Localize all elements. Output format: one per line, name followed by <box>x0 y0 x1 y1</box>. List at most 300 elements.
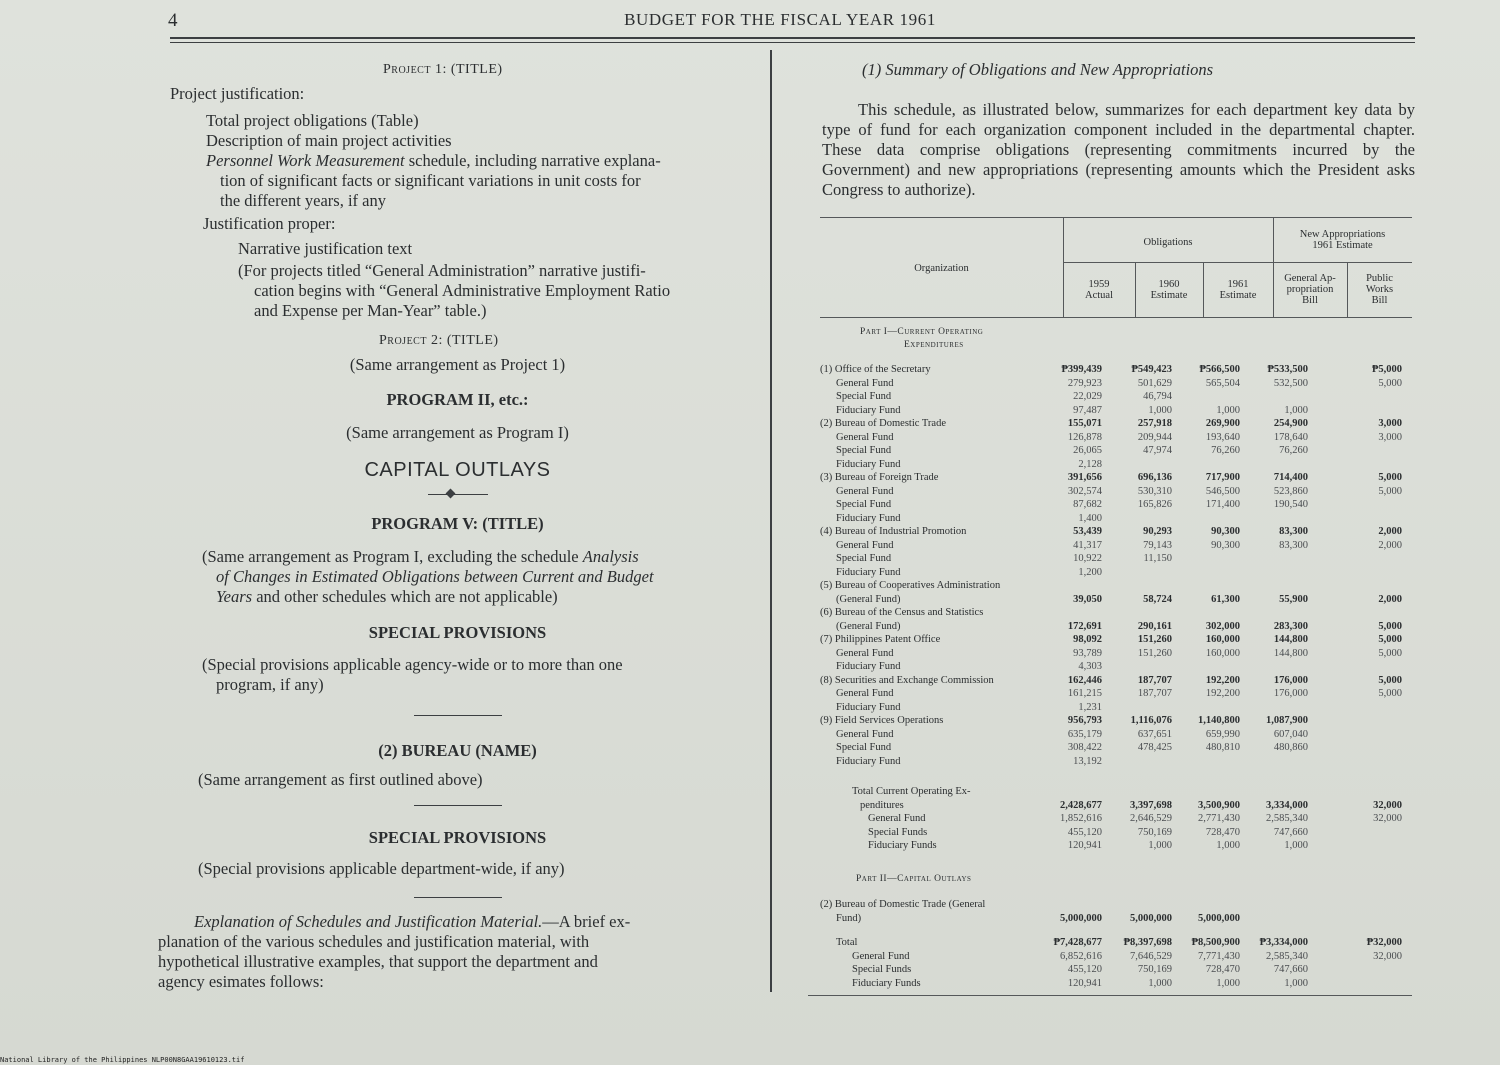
row-value: 2,585,340 <box>1266 813 1308 824</box>
row-value: 93,789 <box>1073 647 1102 659</box>
row-value: 478,425 <box>1137 742 1172 753</box>
header-new-appropriations: New Appropriations <box>1299 229 1386 240</box>
row-value: 391,656 <box>1067 472 1102 483</box>
row-value: 2,771,430 <box>1198 813 1240 824</box>
row-value: 46,794 <box>1143 391 1172 402</box>
project1-title: Project 1: (TITLE) <box>383 62 503 77</box>
capital-outlays-heading: CAPITAL OUTLAYS <box>364 459 551 481</box>
header-1961: 1961 <box>1227 279 1249 290</box>
table-row <box>820 432 1412 445</box>
row-value: ₱32,000 <box>1366 937 1402 948</box>
row-label: Fiduciary Fund <box>836 512 901 524</box>
table-row <box>820 715 1412 728</box>
row-value: 254,900 <box>1273 418 1308 429</box>
table-row <box>820 405 1412 418</box>
row-value: 1,000 <box>1284 977 1308 989</box>
row-value: 26,065 <box>1073 445 1102 456</box>
same-as-project1: (Same arrangement as Project 1) <box>349 355 566 374</box>
row-value: 187,707 <box>1137 688 1172 699</box>
row-label: Fiduciary Funds <box>868 840 937 851</box>
table-row <box>820 472 1412 485</box>
row-value: 2,428,677 <box>1060 799 1102 811</box>
table-row <box>820 688 1412 701</box>
sp1-line1: (Special provisions applicable agency-wide or to more than one <box>202 655 623 674</box>
row-value: 32,000 <box>1373 950 1402 962</box>
divider <box>414 805 502 806</box>
diamond-icon <box>446 489 456 499</box>
row-value: 1,231 <box>1078 701 1102 713</box>
row-value: 530,310 <box>1137 485 1172 497</box>
row-label: General Fund <box>836 688 894 699</box>
table-top-rule <box>820 217 1412 218</box>
table-row <box>820 513 1412 526</box>
row-label: General Fund <box>836 728 894 740</box>
table-row <box>820 621 1412 634</box>
row-value: 87,682 <box>1073 499 1102 510</box>
expl-line3: hypothetical illustrative examples, that support the department and <box>158 952 598 971</box>
pwm-line <box>170 151 745 171</box>
row-value: 3,000 <box>1378 418 1402 429</box>
table-row <box>820 378 1412 391</box>
row-value: 151,260 <box>1137 647 1172 659</box>
prog5-italic: Analysis <box>582 547 639 566</box>
row-label: General Fund <box>836 647 894 659</box>
row-value: 192,200 <box>1205 674 1240 686</box>
header-pub: Public <box>1366 273 1393 284</box>
row-label: (7) Philippines Patent Office <box>820 634 941 645</box>
prog5-italic2: Years <box>216 587 253 606</box>
row-value: 5,000 <box>1378 634 1402 645</box>
row-value: 747,660 <box>1273 964 1308 975</box>
table-row <box>820 526 1412 539</box>
table-row <box>820 391 1412 404</box>
prog5-line3 <box>170 587 745 607</box>
row-value: 1,852,616 <box>1060 813 1102 824</box>
divider <box>414 897 502 898</box>
row-label: (General Fund) <box>836 593 901 605</box>
row-label: Special Funds <box>868 826 928 838</box>
row-value: 126,878 <box>1067 431 1102 443</box>
row-value: ₱3,334,000 <box>1259 937 1308 948</box>
prog5-text: (Same arrangement as Program I, excluding the schedule <box>202 547 583 566</box>
table-row <box>820 756 1412 769</box>
row-value: 2,000 <box>1378 539 1402 551</box>
row-value: 1,087,900 <box>1266 715 1308 726</box>
row-value: 3,500,900 <box>1198 799 1240 811</box>
prog5-line2: of Changes in Estimated Obligations between Current and Budget <box>216 567 654 586</box>
table-row <box>820 594 1412 607</box>
paren-line2: cation begins with “General Administrative Employment Ratio <box>254 281 671 300</box>
row-label: Special Fund <box>836 445 892 456</box>
row-label: (8) Securities and Exchange Commission <box>820 674 994 686</box>
row-value: 565,504 <box>1205 377 1240 389</box>
page-number: 4 <box>168 10 178 31</box>
row-value: 187,707 <box>1137 674 1172 686</box>
table-row <box>820 580 1412 593</box>
table-row <box>820 459 1412 472</box>
row-value: 144,800 <box>1273 634 1308 645</box>
expl-line1 <box>170 912 745 932</box>
row-value: 97,487 <box>1073 404 1102 416</box>
row-value: 13,192 <box>1073 755 1102 767</box>
row-label: Special Fund <box>836 391 892 402</box>
table-row <box>820 742 1412 755</box>
row-value: 1,000 <box>1216 977 1240 989</box>
row-value: 480,810 <box>1205 742 1240 753</box>
header-rule-thick <box>170 37 1415 39</box>
list-item: Total project obligations (Table) <box>206 111 419 130</box>
row-label: Special Funds <box>852 964 912 975</box>
part1-heading-2: Expenditures <box>904 340 964 350</box>
row-value: 750,169 <box>1137 826 1172 838</box>
row-value: 523,860 <box>1273 485 1308 497</box>
table-row <box>820 661 1412 674</box>
row-value: 165,826 <box>1137 499 1172 510</box>
row-value: 32,000 <box>1373 813 1402 824</box>
table-row <box>820 800 1412 813</box>
expl-line2: planation of the various schedules and justification material, with <box>158 932 590 951</box>
row-value: 7,771,430 <box>1198 950 1240 962</box>
row-label: Fiduciary Fund <box>836 404 901 416</box>
row-value: ₱549,423 <box>1131 364 1172 375</box>
row-label: Total Current Operating Ex- <box>852 786 971 797</box>
row-value: 717,900 <box>1205 472 1240 483</box>
row-value: 171,400 <box>1205 499 1240 510</box>
row-label: (2) Bureau of Domestic Trade (General <box>820 899 986 910</box>
header-rule-thin <box>170 42 1415 43</box>
table-row <box>820 964 1412 977</box>
row-value: 5,000 <box>1378 620 1402 632</box>
row-label: Fiduciary Fund <box>836 661 901 672</box>
table-row <box>820 702 1412 715</box>
schedule-title: (1) Summary of Obligations and New Appropriations <box>862 60 1214 79</box>
header-1960: 1960 <box>1158 279 1180 290</box>
row-value: 2,128 <box>1078 458 1102 470</box>
row-value: 160,000 <box>1205 634 1240 645</box>
row-label: (4) Bureau of Industrial Promotion <box>820 526 967 537</box>
row-value: 5,000 <box>1378 647 1402 659</box>
row-value: 6,852,616 <box>1060 950 1102 962</box>
table-row <box>820 899 1412 912</box>
row-value: 1,000 <box>1284 404 1308 416</box>
row-value: 455,120 <box>1067 826 1102 838</box>
header-gen: Bill <box>1302 295 1318 306</box>
row-value: 2,000 <box>1378 593 1402 605</box>
row-value: 283,300 <box>1273 620 1308 632</box>
header-sub-rule <box>1063 262 1412 263</box>
row-value: 607,040 <box>1273 728 1308 740</box>
row-value: 501,629 <box>1137 377 1172 389</box>
row-value: 1,140,800 <box>1198 715 1240 726</box>
table-row <box>820 786 1412 799</box>
row-value: 120,941 <box>1067 840 1102 851</box>
row-value: ₱5,000 <box>1371 364 1402 375</box>
header-organization: Organization <box>914 263 969 274</box>
row-value: 162,446 <box>1067 674 1102 686</box>
row-value: 176,000 <box>1273 688 1308 699</box>
row-value: ₱8,397,698 <box>1123 937 1172 948</box>
narrative-text: Narrative justification text <box>238 239 413 258</box>
table-bottom-rule <box>808 995 1412 996</box>
row-value: 4,303 <box>1078 661 1102 672</box>
row-value: 76,260 <box>1211 445 1240 456</box>
row-value: 290,161 <box>1137 620 1172 632</box>
row-value: 90,300 <box>1211 526 1240 537</box>
row-value: 1,000 <box>1216 840 1240 851</box>
row-label: Fund) <box>836 913 862 924</box>
row-value: 178,640 <box>1273 431 1308 443</box>
row-value: 83,300 <box>1279 539 1308 551</box>
divider <box>414 715 502 716</box>
pwm-line3: the different years, if any <box>220 191 386 210</box>
row-label: General Fund <box>836 431 894 443</box>
header-estimate: Estimate <box>1150 290 1188 301</box>
table-row <box>820 729 1412 742</box>
table-row <box>820 607 1412 620</box>
row-value: 5,000 <box>1378 472 1402 483</box>
row-value: 3,397,698 <box>1130 799 1172 811</box>
table-row <box>820 648 1412 661</box>
table-row <box>820 553 1412 566</box>
footer-caption: National Library of the Philippines NLP00N8GAA19610123.tif <box>0 1056 245 1064</box>
header-pub: Works <box>1365 284 1394 295</box>
row-value: 53,439 <box>1073 526 1102 537</box>
row-label: Special Fund <box>836 499 892 510</box>
page-header <box>0 10 1500 32</box>
table-row <box>820 840 1412 853</box>
pwm-line2: tion of significant facts or significant variations in unit costs for <box>220 171 641 190</box>
row-label: (3) Bureau of Foreign Trade <box>820 472 939 483</box>
row-value: 10,922 <box>1073 553 1102 564</box>
row-label: General Fund <box>836 377 894 389</box>
row-value: 728,470 <box>1205 964 1240 975</box>
row-value: 2,646,529 <box>1130 813 1172 824</box>
special-provisions-heading: SPECIAL PROVISIONS <box>368 623 547 642</box>
table-row <box>820 418 1412 431</box>
row-value: 160,000 <box>1205 647 1240 659</box>
part1-heading: Part I—Current Operating <box>860 327 984 337</box>
row-value: 90,300 <box>1211 539 1240 551</box>
table-row <box>820 634 1412 647</box>
table-row <box>820 951 1412 964</box>
sp2-line: (Special provisions applicable department-wide, if any) <box>198 859 565 878</box>
row-value: 79,143 <box>1143 539 1172 551</box>
col-line <box>1063 217 1064 317</box>
row-value: 696,136 <box>1137 472 1172 483</box>
table-row <box>820 827 1412 840</box>
header-gen: propriation <box>1286 284 1334 295</box>
row-value: 61,300 <box>1211 593 1240 605</box>
row-value: 144,800 <box>1273 647 1308 659</box>
expl-line4: agency esimates follows: <box>158 972 324 991</box>
paren-line3: and Expense per Man-Year” table.) <box>254 301 487 320</box>
left-column <box>158 60 745 992</box>
row-value: 728,470 <box>1205 826 1240 838</box>
row-value: 2,585,340 <box>1266 950 1308 962</box>
row-value: 956,793 <box>1067 715 1102 726</box>
row-value: 5,000 <box>1378 377 1402 389</box>
row-label: General Fund <box>852 950 910 962</box>
row-value: 5,000,000 <box>1198 913 1240 924</box>
row-label: penditures <box>860 799 904 811</box>
header-pub: Bill <box>1371 295 1388 306</box>
row-label: (9) Field Services Operations <box>820 715 944 726</box>
row-label: Fiduciary Fund <box>836 755 901 767</box>
row-value: 76,260 <box>1279 445 1308 456</box>
row-value: 1,116,076 <box>1130 715 1172 726</box>
row-value: 172,691 <box>1067 620 1102 632</box>
row-value: 155,071 <box>1067 418 1102 429</box>
row-value: ₱533,500 <box>1267 364 1308 375</box>
row-label: Fiduciary Fund <box>836 458 901 470</box>
row-value: 209,944 <box>1137 431 1172 443</box>
row-value: 3,334,000 <box>1266 799 1308 811</box>
program5-heading: PROGRAM V: (TITLE) <box>371 514 544 533</box>
row-value: 5,000 <box>1378 674 1402 686</box>
same-as-first: (Same arrangement as first outlined above) <box>198 770 483 789</box>
row-value: 83,300 <box>1279 526 1308 537</box>
row-label: General Fund <box>868 813 926 824</box>
row-value: 1,400 <box>1078 512 1102 524</box>
row-value: ₱399,439 <box>1061 364 1102 375</box>
bureau-heading: (2) BUREAU (NAME) <box>378 741 537 760</box>
table-row <box>820 567 1412 580</box>
table-header-rule <box>820 317 1412 318</box>
same-as-program1: (Same arrangement as Program I) <box>346 423 569 442</box>
row-value: 90,293 <box>1143 526 1172 537</box>
row-value: 750,169 <box>1137 964 1172 975</box>
row-value: 308,422 <box>1067 742 1102 753</box>
row-value: 176,000 <box>1273 674 1308 686</box>
row-value: 637,651 <box>1137 728 1172 740</box>
row-label: (1) Office of the Secretary <box>820 364 931 375</box>
row-label: General Fund <box>836 539 894 551</box>
table-row <box>820 445 1412 458</box>
row-value: 714,400 <box>1273 472 1308 483</box>
row-label: (General Fund) <box>836 620 901 632</box>
table-row <box>820 364 1412 377</box>
row-value: 120,941 <box>1067 977 1102 989</box>
row-label: Fiduciary Fund <box>836 566 901 578</box>
row-value: 7,646,529 <box>1130 950 1172 962</box>
row-value: 1,000 <box>1148 840 1172 851</box>
expl-text: —A brief ex- <box>542 912 631 931</box>
row-value: 5,000 <box>1378 688 1402 699</box>
table-row <box>820 813 1412 826</box>
row-value: 39,050 <box>1073 593 1102 605</box>
row-value: 5,000 <box>1378 485 1402 497</box>
project2-title: Project 2: (TITLE) <box>379 333 499 348</box>
header-actual: Actual <box>1085 290 1113 301</box>
row-value: 2,000 <box>1378 526 1402 537</box>
row-value: 635,179 <box>1067 728 1102 740</box>
row-value: 22,029 <box>1073 391 1102 402</box>
row-label: (5) Bureau of Cooperatives Administration <box>820 580 1001 591</box>
pwm-italic: Personnel Work Measurement <box>206 151 405 170</box>
prog5-text2: and other schedules which are not applicable) <box>252 587 558 606</box>
row-value: 151,260 <box>1137 634 1172 645</box>
header-obligations: Obligations <box>1143 237 1193 248</box>
row-value: 1,000 <box>1216 404 1240 416</box>
row-value: 480,860 <box>1273 742 1308 753</box>
row-label: Total <box>836 937 858 948</box>
project-justification: Project justification: <box>170 84 305 103</box>
row-value: ₱566,500 <box>1199 364 1240 375</box>
row-value: 161,215 <box>1067 688 1102 699</box>
row-value: 32,000 <box>1373 799 1402 811</box>
header-gen: General Ap- <box>1284 273 1336 284</box>
paren-line1: (For projects titled “General Administration” narrative justifi- <box>238 261 646 280</box>
row-value: 455,120 <box>1067 964 1102 975</box>
row-label: Special Fund <box>836 553 892 564</box>
row-value: 193,640 <box>1205 431 1240 443</box>
row-value: 5,000,000 <box>1130 913 1172 924</box>
row-value: 1,000 <box>1148 404 1172 416</box>
row-value: 279,923 <box>1067 377 1102 389</box>
diamond-rule <box>170 494 745 498</box>
row-label: General Fund <box>836 485 894 497</box>
row-value: 747,660 <box>1273 826 1308 838</box>
row-value: 41,317 <box>1073 539 1102 551</box>
row-value: ₱8,500,900 <box>1191 937 1240 948</box>
justification-proper: Justification proper: <box>203 214 336 233</box>
running-head: BUDGET FOR THE FISCAL YEAR 1961 <box>624 10 936 29</box>
table-row <box>820 675 1412 688</box>
row-value: 1,000 <box>1148 977 1172 989</box>
expl-italic: Explanation of Schedules and Justification Material. <box>194 912 543 931</box>
row-value: 302,574 <box>1067 485 1102 497</box>
column-divider <box>770 50 772 992</box>
row-value: 55,900 <box>1279 593 1308 605</box>
row-value: 1,000 <box>1284 840 1308 851</box>
row-label: Special Fund <box>836 742 892 753</box>
header-1961-estimate: 1961 Estimate <box>1312 240 1373 251</box>
row-label: (6) Bureau of the Census and Statistics <box>820 607 984 618</box>
row-value: 1,200 <box>1078 566 1102 578</box>
table-row <box>820 486 1412 499</box>
table-row <box>820 499 1412 512</box>
row-value: 546,500 <box>1205 485 1240 497</box>
row-value: 269,900 <box>1205 418 1240 429</box>
header-1959: 1959 <box>1088 279 1110 290</box>
program2-heading: PROGRAM II, etc.: <box>386 390 529 409</box>
part2-heading: Part II—Capital Outlays <box>856 874 972 884</box>
pwm-rest: schedule, including narrative explana- <box>404 151 661 170</box>
table-row <box>820 913 1412 926</box>
table-row <box>820 540 1412 553</box>
right-column <box>822 60 1415 200</box>
row-value: 659,990 <box>1205 728 1240 740</box>
header-estimate: Estimate <box>1219 290 1257 301</box>
row-label: Fiduciary Funds <box>852 977 921 989</box>
row-value: 5,000,000 <box>1060 913 1102 924</box>
row-value: ₱7,428,677 <box>1053 937 1102 948</box>
row-value: 532,500 <box>1273 377 1308 389</box>
table-row <box>820 937 1412 950</box>
sp1-line2: program, if any) <box>216 675 324 694</box>
row-value: 302,000 <box>1205 620 1240 632</box>
row-label: Fiduciary Fund <box>836 701 901 713</box>
special-provisions-heading-2: SPECIAL PROVISIONS <box>368 828 547 847</box>
prog5-line1 <box>170 547 745 567</box>
row-label: (2) Bureau of Domestic Trade <box>820 418 946 429</box>
row-value: 11,150 <box>1143 553 1172 564</box>
schedule-description: This schedule, as illustrated below, summarizes for each department key data by type of fund for each organization component included in the departmental chapter. These data comprise obligations (representing commitments incurred by the Government) and new appropriations (representing amounts which the President asks Congress to authorize). <box>822 100 1415 199</box>
row-value: 190,540 <box>1273 499 1308 510</box>
row-value: 98,092 <box>1073 634 1102 645</box>
row-value: 47,974 <box>1143 445 1172 456</box>
table-row <box>820 978 1412 991</box>
